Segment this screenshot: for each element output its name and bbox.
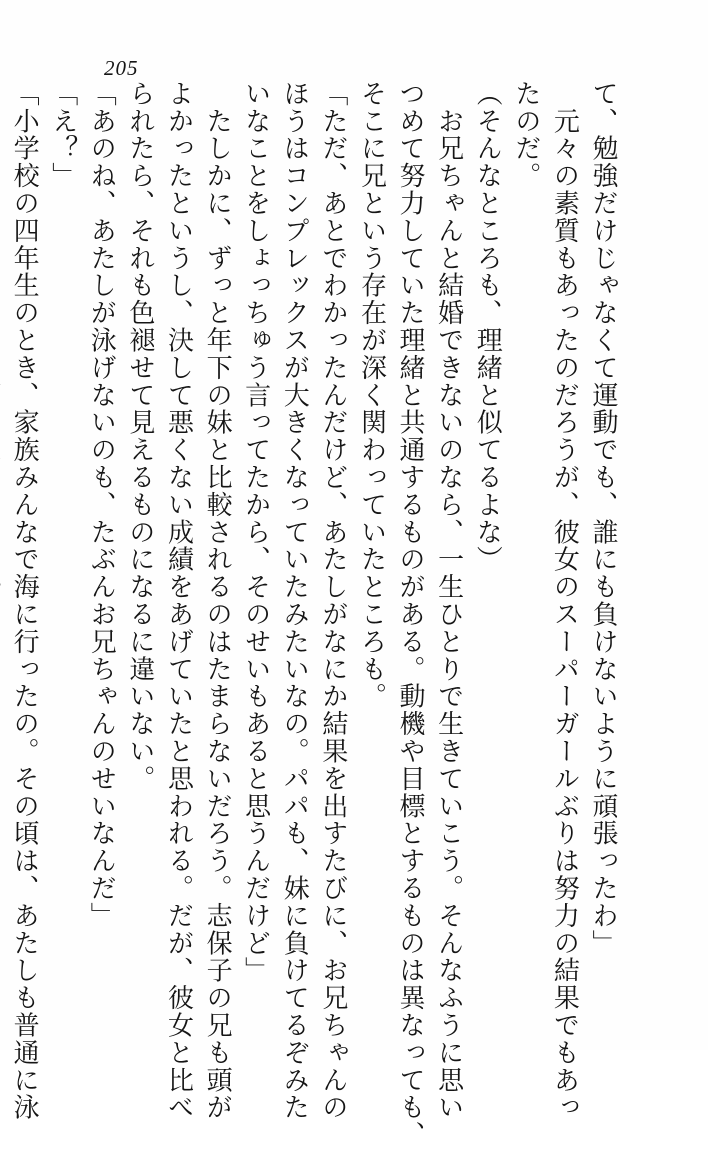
text-line: られたら、それも色褪せて見えるものになるに違いない。 xyxy=(124,80,155,793)
text-line: 元々の素質もあったのだろうが、彼女のスーパーガールぶりは努力の結果でもあっ xyxy=(549,80,580,1122)
text-line: （そんなところも、理緒と似てるよな） xyxy=(472,80,503,574)
text-line: 「あのね、あたしが泳げないのも、たぶんお兄ちゃんのせいなんだ」 xyxy=(86,80,117,930)
text-line: いなことをしょっちゅう言ってたから、そのせいもあると思うんだけど」 xyxy=(240,80,271,985)
text-line: たしかに、ずっと年下の妹と比較されるのはたまらないだろう。志保子の兄も頭が xyxy=(202,80,233,1122)
text-line: 「え？」 xyxy=(47,80,78,190)
text-line: お兄ちゃんと結婚できないのなら、一生ひとりで生きていこう。そんなふうに思い xyxy=(433,80,464,1122)
vertical-text-body xyxy=(9,80,622,1149)
text-line: たのだ。 xyxy=(510,80,541,190)
text-line: つめて努力していた理緒と共通するものがある。動機や目標とするものは異なっても、 xyxy=(395,80,426,1149)
text-line: て、勉強だけじゃなくて運動でも、誰にも負けないように頑張ったわ」 xyxy=(588,80,618,957)
text-line: 「小学校の四年生のとき、家族みんなで海に行ったの。その頃は、あたしも普通に泳 xyxy=(9,80,40,1122)
text-line: ほうはコンプレックスが大きくなっていたみたいなの。パパも、妹に負けてるぞみた xyxy=(279,80,310,1122)
text-line: そこに兄という存在が深く関わっていたところも。 xyxy=(356,80,387,711)
text-line: 「ただ、あとでわかったんだけど、あたしがなにか結果を出すたびに、お兄ちゃんの xyxy=(317,80,348,1122)
text-line xyxy=(0,80,5,980)
page-number: 205 xyxy=(104,56,139,80)
text-line: よかったというし、決して悪くない成績をあげていたと思われる。だが、彼女と比べ xyxy=(163,80,194,1122)
